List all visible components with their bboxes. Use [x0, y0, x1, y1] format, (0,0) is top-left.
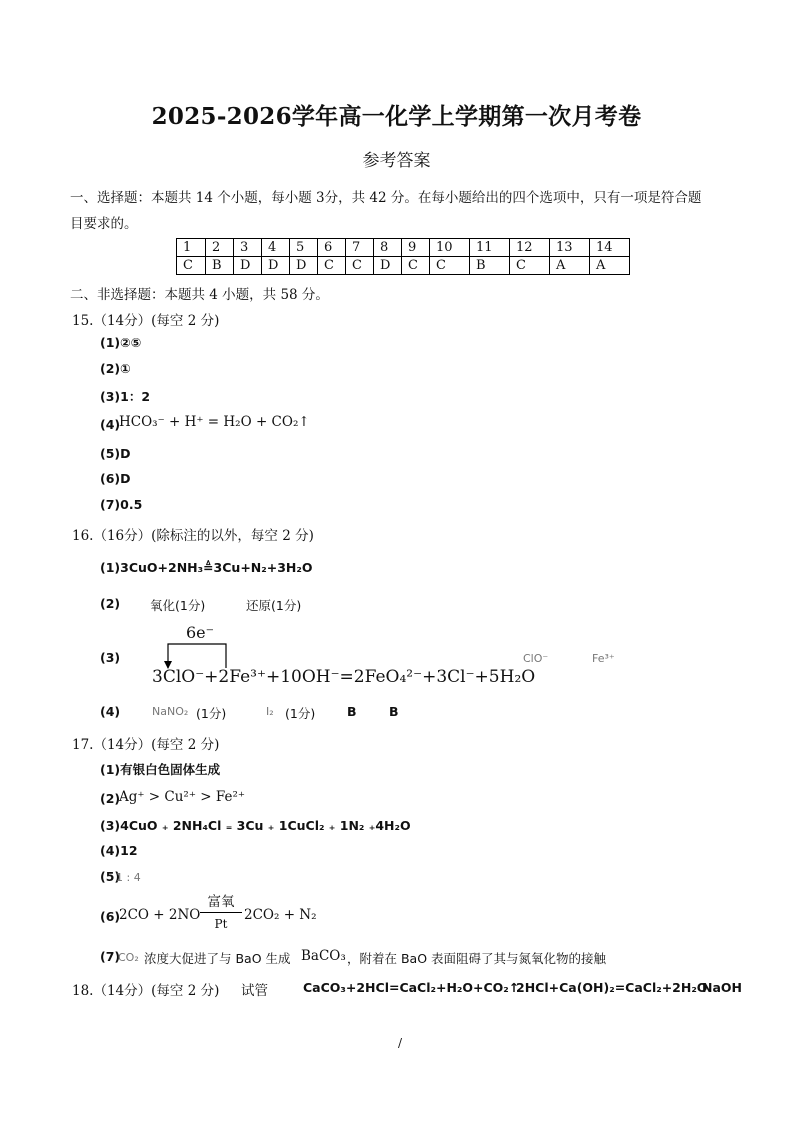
q17-answer-7-baco3: BaCO₃: [301, 948, 346, 964]
q18-answer-2: CaCO₃+2HCl=CaCl₂+H₂O+CO₂↑: [303, 980, 520, 995]
q17-answer-7-co2: CO₂: [118, 951, 139, 964]
section1-heading: 一、选择题：本题共 14 个小题，每小题 3分，共 42 分。在每小题给出的四个选项中，只有一项是符合题: [70, 190, 702, 206]
q16-heading: 16.（16分）(除标注的以外，每空 2 分): [72, 528, 314, 544]
q17-answer-6-products: 2CO₂ + N₂: [244, 907, 317, 923]
table-cell: A: [590, 257, 630, 275]
q15-answer-1: (1)②⑤: [100, 335, 142, 350]
q16-answer-3-equation: 3ClO⁻+2Fe³⁺+10OH⁻=2FeO₄²⁻+3Cl⁻+5H₂O: [152, 667, 536, 687]
page-subtitle: 参考答案: [362, 151, 431, 171]
table-cell: 5: [290, 239, 318, 257]
reaction-condition-bar: [200, 912, 242, 913]
q17-answer-5-label: (5): [100, 869, 121, 884]
q18-answer-3: 2HCl+Ca(OH)₂=CaCl₂+2H₂O: [516, 980, 708, 995]
q16-answer-4-b1: B: [347, 704, 357, 719]
q15-answer-4-equation: HCO₃⁻ + H⁺ = H₂O + CO₂↑: [119, 414, 310, 430]
table-cell: C: [318, 257, 346, 275]
q17-answer-6-reactants: 2CO + 2NO: [119, 907, 201, 923]
table-cell: D: [290, 257, 318, 275]
q16-answer-4-mark2: (1分): [285, 706, 316, 721]
table-cell: C: [177, 257, 206, 275]
table-cell: A: [550, 257, 590, 275]
table-cell: 6: [318, 239, 346, 257]
q16-answer-4-mark1: (1分): [196, 706, 227, 721]
table-cell: 9: [402, 239, 430, 257]
table-cell: 11: [470, 239, 510, 257]
table-cell: 7: [346, 239, 374, 257]
q16-answer-4-b2: B: [389, 704, 399, 719]
q16-answer-2-oxidation: 氧化(1分): [150, 598, 206, 613]
table-cell: D: [374, 257, 402, 275]
answer-table-numbers: [177, 239, 630, 257]
q16-answer-2-reduction: 还原(1分): [246, 598, 302, 613]
q17-answer-6-condition-top: 富氧: [207, 894, 235, 910]
table-cell: 2: [206, 239, 234, 257]
q17-answer-6-condition-bottom: Pt: [214, 917, 228, 931]
table-cell: D: [234, 257, 262, 275]
q15-answer-6: (6)D: [100, 471, 131, 486]
q17-answer-2-equation: Ag⁺ > Cu²⁺ > Fe²⁺: [119, 789, 246, 805]
table-cell: 14: [590, 239, 630, 257]
q18-answer-1: 试管: [241, 983, 268, 999]
table-cell: 10: [430, 239, 470, 257]
q17-heading: 17.（14分）(每空 2 分): [72, 737, 220, 753]
q17-answer-7-text2: ，附着在 BaO 表面阻碍了其与氮氧化物的接触: [347, 951, 607, 966]
q17-answer-6-label: (6): [100, 909, 121, 924]
section1-heading-cont: 目要求的。: [70, 216, 138, 232]
q17-answer-2-label: (2): [100, 791, 121, 806]
q16-reductant: Fe³⁺: [592, 652, 615, 665]
page-footer-mark: /: [398, 1036, 403, 1050]
q16-answer-2-label: (2): [100, 596, 121, 611]
q15-answer-2: (2)①: [100, 361, 131, 376]
q17-answer-4: (4)12: [100, 843, 138, 858]
table-cell: 4: [262, 239, 290, 257]
page-title: 2025-2026学年高一化学上学期第一次月考卷: [151, 103, 642, 130]
q15-answer-7: (7)0.5: [100, 497, 143, 512]
q16-answer-3-label: (3): [100, 650, 121, 665]
q15-answer-3: (3)1：2: [100, 389, 151, 404]
table-cell: C: [346, 257, 374, 275]
q15-answer-5: (5)D: [100, 446, 131, 461]
q16-answer-4-i2: I₂: [266, 705, 274, 718]
q17-answer-1: (1)有银白色固体生成: [100, 762, 221, 777]
section2-heading: 二、非选择题：本题共 4 小题，共 58 分。: [70, 287, 329, 303]
table-cell: 1: [177, 239, 206, 257]
table-cell: C: [402, 257, 430, 275]
table-cell: 8: [374, 239, 402, 257]
q16-oxidant: ClO⁻: [523, 652, 549, 665]
table-cell: D: [262, 257, 290, 275]
table-cell: B: [470, 257, 510, 275]
q18-answer-4: NaOH: [702, 980, 742, 995]
q16-answer-4-label: (4): [100, 704, 121, 719]
q15-answer-4-label: (4): [100, 417, 121, 432]
q17-answer-7-text1: 浓度大促进了与 BaO 生成: [144, 951, 291, 966]
q18-heading: 18.（14分）(每空 2 分): [72, 983, 220, 999]
q17-answer-7-label: (7): [100, 949, 121, 964]
table-cell: 3: [234, 239, 262, 257]
electron-transfer-arrow: [160, 640, 234, 670]
q17-answer-3: (3)4CuO ₊ 2NH₄Cl ₌ 3Cu ₊ 1CuCl₂ ₊ 1N₂ ₊4H₂O: [100, 818, 411, 833]
answer-table: [176, 238, 630, 275]
q17-answer-5-value: 1 : 4: [116, 871, 141, 884]
q16-answer-1: (1)3CuO+2NH₃≜3Cu+N₂+3H₂O: [100, 560, 313, 575]
table-cell: C: [430, 257, 470, 275]
table-cell: C: [510, 257, 550, 275]
answer-table-answers: [177, 257, 630, 275]
table-cell: B: [206, 257, 234, 275]
table-cell: 12: [510, 239, 550, 257]
q16-answer-4-nano2: NaNO₂: [152, 705, 189, 718]
q15-heading: 15.（14分）(每空 2 分): [72, 313, 220, 329]
q16-electron-count: 6e⁻: [186, 623, 215, 642]
table-cell: 13: [550, 239, 590, 257]
